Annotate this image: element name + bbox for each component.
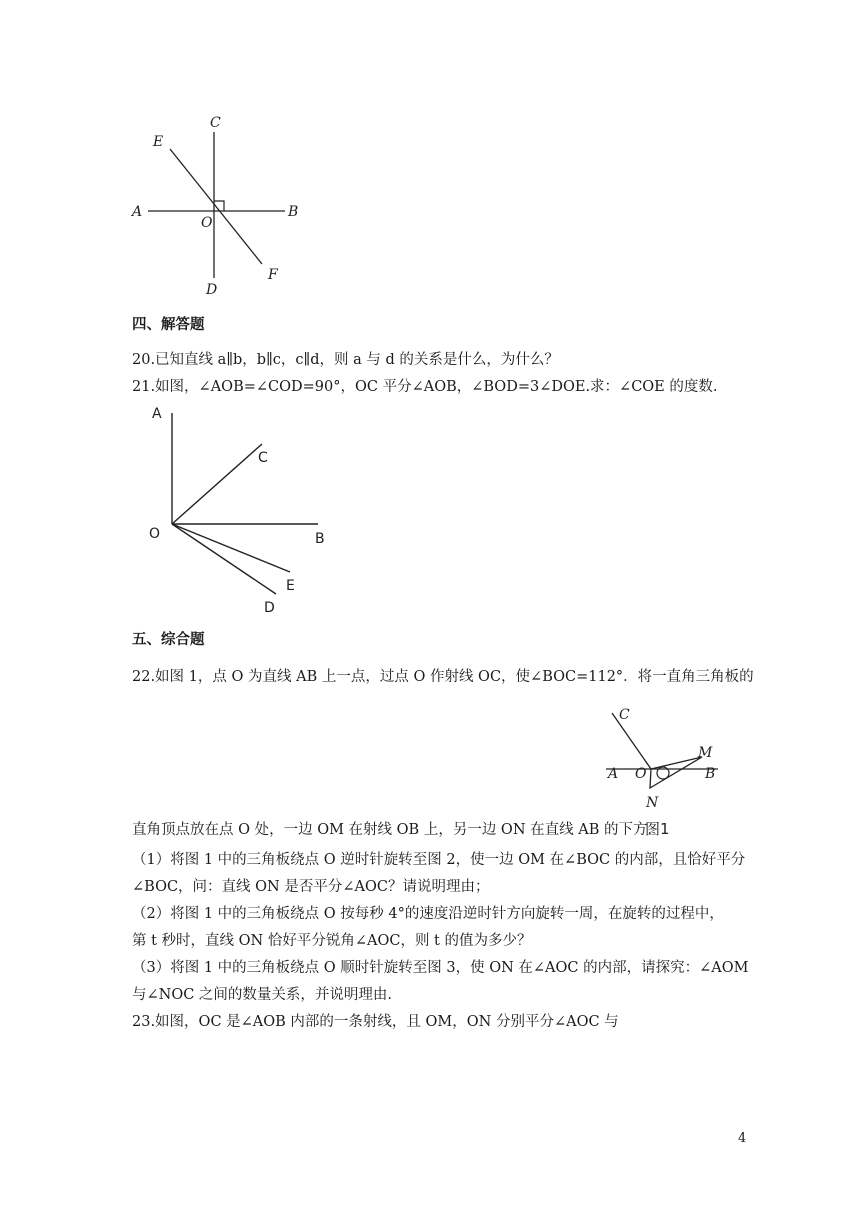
section-heading-5: 五、综合题: [132, 632, 205, 648]
label-C: C: [619, 707, 630, 723]
label-N: N: [646, 795, 659, 811]
question-22-line2: 直角顶点放在点 O 处，一边 OM 在射线 OB 上，另一边 ON 在直线 AB 的下方.: [132, 822, 653, 838]
question-22-part2-a: （2）将图 1 中的三角板绕点 O 按每秒 4°的速度沿逆时针方向旋转一周，在旋转的过程中，: [132, 906, 724, 922]
label-E: E: [153, 134, 164, 150]
label-A: A: [132, 204, 143, 220]
question-22-part1-b: ∠BOC，问：直线 ON 是否平分∠AOC？请说明理由；: [132, 879, 490, 895]
label-C: C: [258, 450, 268, 466]
label-C: C: [210, 115, 221, 131]
question-22-part1-a: （1）将图 1 中的三角板绕点 O 逆时针旋转至图 2，使一边 OM 在∠BOC 的内部，且恰好平分: [132, 852, 746, 868]
figure-caption: 图1: [645, 820, 670, 838]
label-E: E: [286, 578, 295, 594]
question-22-part2-b: 第 t 秒时，直线 ON 恰好平分锐角∠AOC，则 t 的值为多少？: [132, 933, 532, 949]
question-21: 21.如图，∠AOB=∠COD=90°，OC 平分∠AOB，∠BOD=3∠DOE.求：∠COE 的度数.: [132, 379, 718, 395]
label-B: B: [288, 204, 299, 220]
label-O: O: [149, 526, 161, 542]
label-D: D: [264, 600, 275, 616]
label-O: O: [201, 215, 213, 231]
label-D: D: [206, 282, 218, 298]
question-22-intro: 22.如图 1，点 O 为直线 AB 上一点，过点 O 作射线 OC，使∠BOC=112°．将一直角三角板的: [132, 669, 754, 685]
question-22-part3-a: （3）将图 1 中的三角板绕点 O 顺时针旋转至图 3，使 ON 在∠AOC 的内部，请探究：∠AOM: [132, 960, 749, 976]
question-22-part3-b: 与∠NOC 之间的数量关系，并说明理由.: [132, 987, 393, 1003]
section-heading-4: 四、解答题: [132, 317, 205, 333]
label-B: B: [315, 531, 325, 547]
question-20: 20.已知直线 a∥b，b∥c，c∥d，则 a 与 d 的关系是什么，为什么？: [132, 352, 559, 368]
label-A: A: [608, 766, 619, 782]
question-23: 23.如图，OC 是∠AOB 内部的一条射线，且 OM，ON 分别平分∠AOC 与: [132, 1014, 619, 1030]
label-O: O: [635, 766, 647, 782]
page-number: 4: [738, 1131, 747, 1146]
label-F: F: [268, 267, 278, 283]
label-M: M: [698, 745, 713, 761]
label-B: B: [705, 766, 716, 782]
label-A: A: [152, 406, 162, 422]
